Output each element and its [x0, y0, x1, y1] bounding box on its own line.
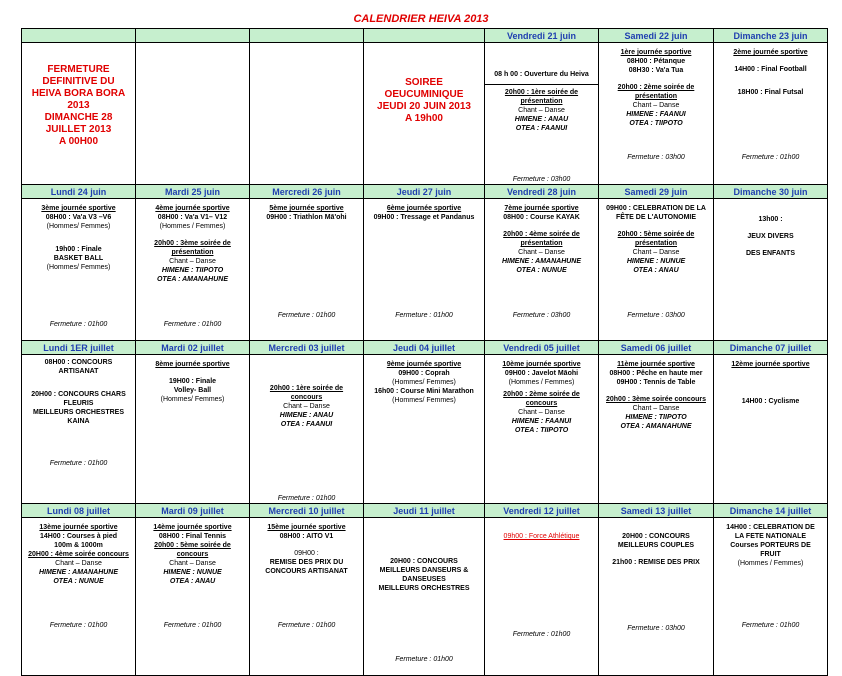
closing-time: Fermeture : 01h00 — [395, 656, 453, 663]
day-header: Mercredi 26 juin — [250, 185, 364, 199]
event-cell: 09H00 : CELEBRATION DE LA FÊTE DE L'AUTONOMIE 20h00 : 5ème soirée de présentation Chant – Danse HIMENE : NUNUE OTEA : ANAU Fermeture : 03h00 — [599, 199, 714, 341]
closing-time: Fermeture : 03h00 — [627, 312, 685, 319]
closing-time: Fermeture : 01h00 — [277, 495, 336, 502]
event-cell: 13h00 : JEUX DIVERS DES ENFANTS — [714, 199, 828, 341]
day-header: Mardi 25 juin — [136, 185, 250, 199]
event-cell: 08H00 : CONCOURS ARTISANAT 20H00 : CONCOURS CHARS FLEURIS MEILLEURS ORCHESTRES KAINA Fermeture : 01h00 — [22, 355, 136, 504]
week1-row — [22, 199, 828, 341]
closing-time: Fermeture : 03h00 — [627, 625, 685, 632]
event-cell: 20H00 : CONCOURS MEILLEURS DANSEURS & DANSEUSES MEILLEURS ORCHESTRES Fermeture : 01h00 — [364, 518, 485, 676]
event-cell: 10ème journée sportive 09H00 : Javelot Māohi (Hommes / Femmes) 20h00 : 2ème soirée de concours Chant – Danse HIMENE : FAANUI OTEA : TIIPOTO — [485, 355, 599, 504]
day-header: Vendredi 12 juillet — [485, 504, 599, 518]
closing-notice-cell: FERMETURE DEFINITIVE DU HEIVA BORA BORA 2013 DIMANCHE 28 JUILLET 2013 A 00H00 — [22, 43, 136, 185]
closing-time: Fermeture : 01h00 — [741, 622, 800, 629]
event-cell: 15ème journée sportive 08H00 : AITO V1 09H00 : REMISE DES PRIX DU CONCOURS ARTISANAT Fermeture : 01h00 — [250, 518, 364, 676]
day-header: Jeudi 11 juillet — [364, 504, 485, 518]
event-cell: 13ème journée sportive 14H00 : Courses à pied 100m & 1000m 20H00 : 4ème soirée concours Chant – Danse HIMENE : AMANAHUNE OTEA : NUNUE Fermeture : 01h00 — [22, 518, 136, 676]
week1-header-row — [22, 185, 828, 199]
day-header: Jeudi 27 juin — [364, 185, 485, 199]
event-cell: 3ème journée sportive 08H00 : Va'a V3 –V6 (Hommes/ Femmes) 19h00 : Finale BASKET BALL (Hommes/ Femmes) Fermeture : 01h00 — [22, 199, 136, 341]
day-header: Mardi 02 juillet — [136, 341, 250, 355]
day-header: Vendredi 28 juin — [485, 185, 599, 199]
week0-header-row — [22, 29, 828, 43]
event-cell: 4ème journée sportive 08H00 : Va'a V1– V12 (Hommes / Femmes) 20h00 : 3ème soirée de présentation Chant – Danse HIMENE : TIIPOTO OTEA : AMANAHUNE Fermeture : 01h00 — [136, 199, 250, 341]
event-cell: 20h00 : 1ère soirée de concours Chant – Danse HIMENE : ANAU OTEA : FAANUI Fermeture : 01h00 — [250, 355, 364, 504]
event-cell: 14H00 : CELEBRATION DE LA FETE NATIONALE Courses PORTEURS DE FRUIT (Hommes / Femmes) Fermeture : 01h00 — [714, 518, 828, 676]
week3-row — [22, 518, 828, 676]
closing-time: Fermeture : 01h00 — [277, 312, 336, 319]
day-header: Vendredi 05 juillet — [485, 341, 599, 355]
event-cell: 8ème journée sportive 19H00 : Finale Volley- Ball (Hommes/ Femmes) — [136, 355, 250, 504]
day-header: Dimanche 14 juillet — [714, 504, 828, 518]
closing-time: Fermeture : 03h00 — [627, 154, 685, 161]
event-cell: 5ème journée sportive 09H00 : Triathlon Mā'ohi Fermeture : 01h00 — [250, 199, 364, 341]
closing-time: Fermeture : 01h00 — [49, 460, 108, 467]
day-header: Samedi 06 juillet — [599, 341, 714, 355]
closing-time: Fermeture : 01h00 — [277, 622, 336, 629]
event-cell: 20H00 : CONCOURS MEILLEURS COUPLES 21h00 : REMISE DES PRIX Fermeture : 03h00 — [599, 518, 714, 676]
event-cell: 14ème journée sportive 08H00 : Final Tennis 20h00 : 5ème soirée de concours Chant – Danse HIMENE : NUNUE OTEA : ANAU Fermeture : 01h00 — [136, 518, 250, 676]
week2-header-row — [22, 341, 828, 355]
closing-time: Fermeture : 01h00 — [741, 154, 800, 161]
header-empty — [22, 29, 136, 43]
empty-cell — [250, 43, 364, 185]
soiree-cell: SOIREE OEUCUMINIQUE JEUDI 20 JUIN 2013 A 19h00 — [364, 43, 485, 185]
event-cell: 2ème journée sportive 14H00 : Final Football 18H00 : Final Futsal Fermeture : 01h00 — [714, 43, 828, 185]
day-header: Mardi 09 juillet — [136, 504, 250, 518]
day-header: Vendredi 21 juin — [485, 29, 599, 43]
header-empty — [250, 29, 364, 43]
day-header: Samedi 22 juin — [599, 29, 714, 43]
day-header: Jeudi 04 juillet — [364, 341, 485, 355]
day-header: Dimanche 23 juin — [714, 29, 828, 43]
header-empty — [136, 29, 250, 43]
closing-time: Fermeture : 01h00 — [163, 622, 222, 629]
day-header: Lundi 08 juillet — [22, 504, 136, 518]
day-header: Dimanche 07 juillet — [714, 341, 828, 355]
closing-time: Fermeture : 01h00 — [163, 321, 222, 328]
event-cell: 9ème journée sportive 09H00 : Coprah (Hommes/ Femmes) 16h00 : Course Mini Marathon (Hommes/ Femmes) — [364, 355, 485, 504]
closing-time: Fermeture : 03h00 — [512, 312, 571, 319]
event-cell: 11ème journée sportive 08H00 : Pêche en haute mer 09H00 : Tennis de Table 20h00 : 3ème soirée concours Chant – Danse HIMENE : TIIPOTO OTEA : AMANAHUNE — [599, 355, 714, 504]
header-empty — [364, 29, 485, 43]
week0-row — [22, 43, 828, 185]
closing-time: Fermeture : 01h00 — [512, 631, 571, 638]
week3-header-row — [22, 504, 828, 518]
day-header: Lundi 1ER juillet — [22, 341, 136, 355]
day-header: Mercredi 03 juillet — [250, 341, 364, 355]
day-header: Mercredi 10 juillet — [250, 504, 364, 518]
event-cell: 08 h 00 : Ouverture du Heiva 20h00 : 1ère soirée de présentation Chant – Danse HIMENE : ANAU OTEA : FAANUI Fermeture : 03h00 — [485, 43, 599, 185]
closing-time: Fermeture : 03h00 — [512, 176, 571, 183]
day-header: Dimanche 30 juin — [714, 185, 828, 199]
day-header: Lundi 24 juin — [22, 185, 136, 199]
closing-time: Fermeture : 01h00 — [49, 321, 108, 328]
event-cell: 1ère journée sportive 08H00 : Pétanque 08H30 : Va'a Tua 20h00 : 2ème soirée de présentation Chant – Danse HIMENE : FAANUI OTEA : TIIPOTO Fermeture : 03h00 — [599, 43, 714, 185]
day-header: Samedi 13 juillet — [599, 504, 714, 518]
event-cell: 12ème journée sportive 14H00 : Cyclisme — [714, 355, 828, 504]
day-header: Samedi 29 juin — [599, 185, 714, 199]
closing-time: Fermeture : 01h00 — [49, 622, 108, 629]
event-cell: 7ème journée sportive 08H00 : Course KAYAK 20h00 : 4ème soirée de présentation Chant – Danse HIMENE : AMANAHUNE OTEA : NUNUE Fermeture : 03h00 — [485, 199, 599, 341]
page-title: CALENDRIER HEIVA 2013 — [353, 13, 489, 25]
closing-time: Fermeture : 01h00 — [395, 312, 453, 319]
event-cell: 6ème journée sportive 09H00 : Tressage et Pandanus Fermeture : 01h00 — [364, 199, 485, 341]
event-cell: 09h00 : Force Athlétique Fermeture : 01h00 — [485, 518, 599, 676]
calendar-table — [21, 28, 828, 676]
empty-cell — [136, 43, 250, 185]
week2-row — [22, 355, 828, 504]
